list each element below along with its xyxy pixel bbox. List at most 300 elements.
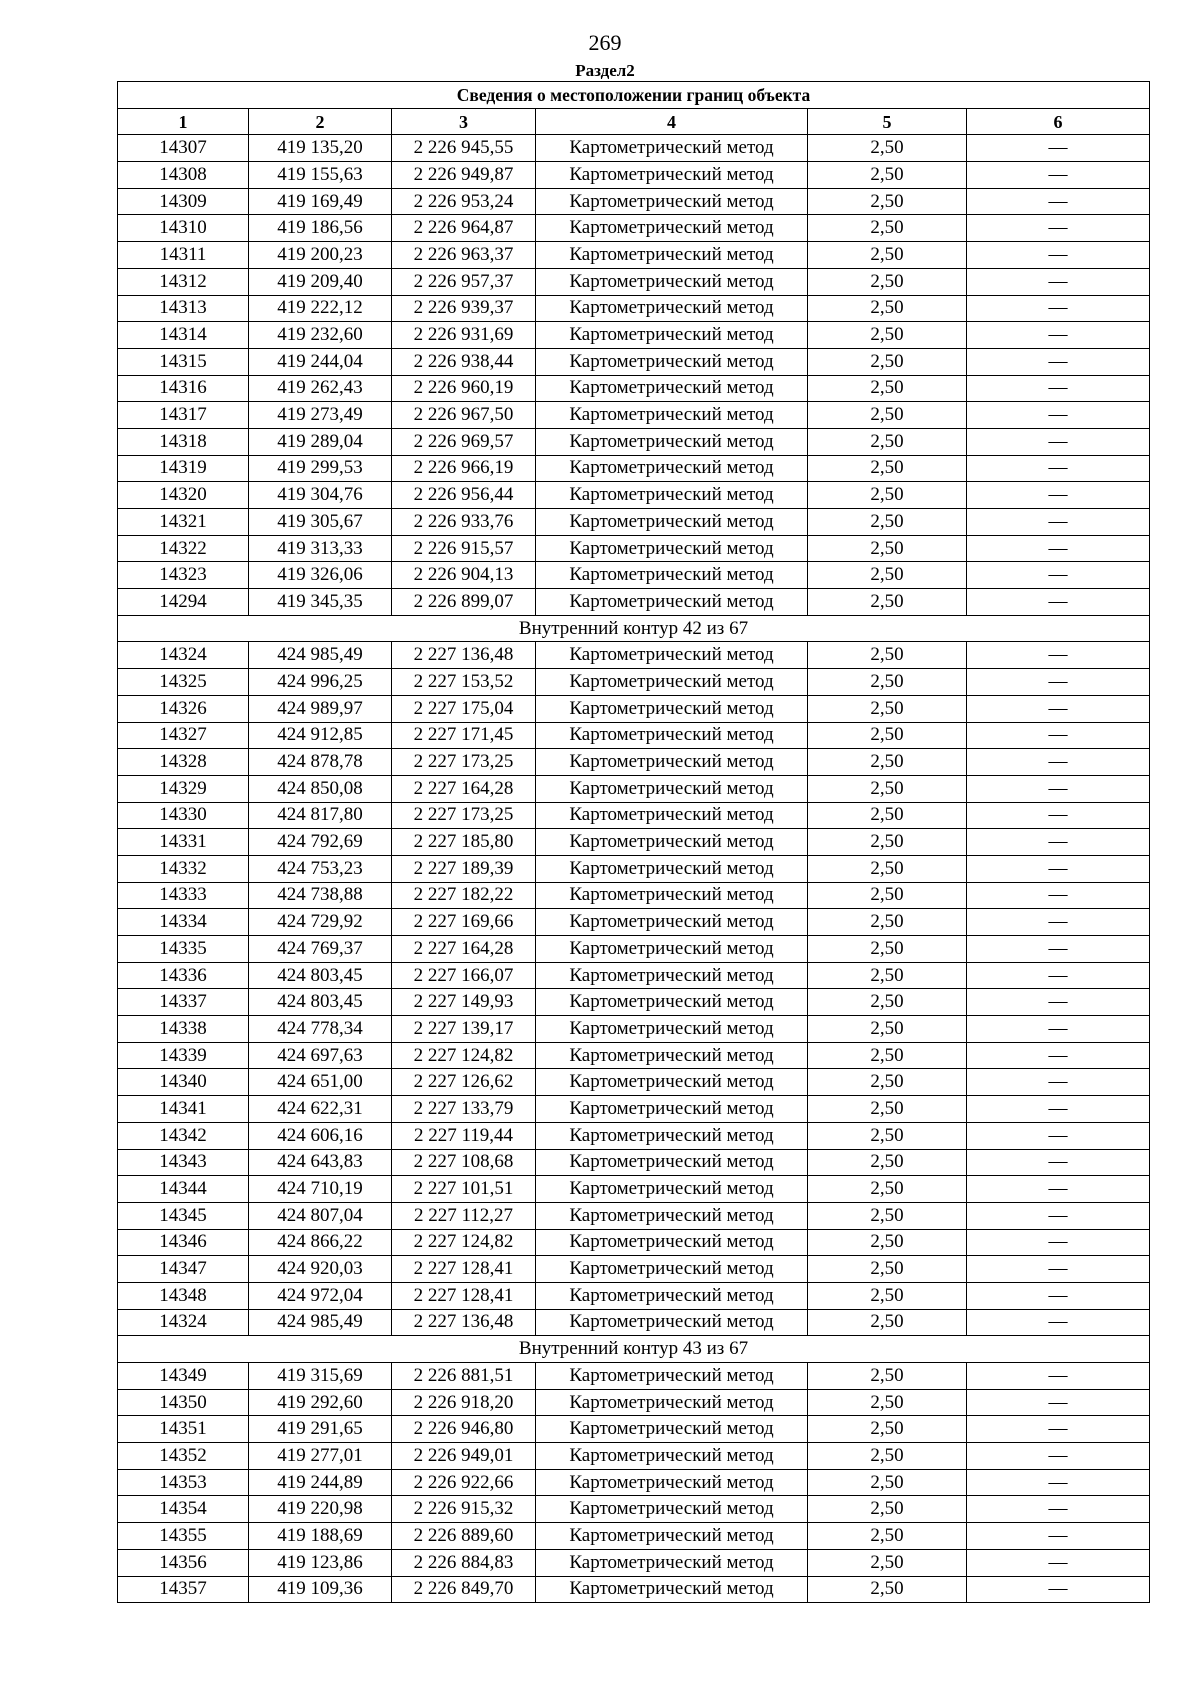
coordinate-x-cell: 419 273,49 (249, 402, 392, 429)
description-cell: — (967, 1042, 1150, 1069)
coordinate-x-cell: 424 807,04 (249, 1202, 392, 1229)
coordinate-y-cell: 2 227 169,66 (392, 909, 536, 936)
method-cell: Картометрический метод (536, 1389, 808, 1416)
coordinate-y-cell: 2 227 139,17 (392, 1016, 536, 1043)
coordinate-x-cell: 424 753,23 (249, 855, 392, 882)
coordinate-y-cell: 2 227 124,82 (392, 1229, 536, 1256)
precision-cell: 2,50 (808, 722, 967, 749)
column-number-row (118, 108, 1150, 135)
coordinate-y-cell: 2 226 963,37 (392, 242, 536, 269)
point-number-cell: 14345 (118, 1202, 249, 1229)
point-number-cell: 14340 (118, 1069, 249, 1096)
method-cell: Картометрический метод (536, 589, 808, 616)
coordinate-x-cell: 424 710,19 (249, 1176, 392, 1203)
coordinate-y-cell: 2 227 171,45 (392, 722, 536, 749)
table-row (118, 1256, 1150, 1283)
point-number-cell: 14323 (118, 562, 249, 589)
description-cell: — (967, 1122, 1150, 1149)
table-row (118, 1202, 1150, 1229)
point-number-cell: 14335 (118, 936, 249, 963)
description-cell: — (967, 962, 1150, 989)
coordinate-x-cell: 424 817,80 (249, 802, 392, 829)
method-cell: Картометрический метод (536, 1443, 808, 1470)
description-cell: — (967, 1016, 1150, 1043)
coordinate-y-cell: 2 227 128,41 (392, 1282, 536, 1309)
description-cell: — (967, 589, 1150, 616)
precision-cell: 2,50 (808, 1096, 967, 1123)
description-cell: — (967, 509, 1150, 536)
description-cell: — (967, 1363, 1150, 1390)
table-row (118, 135, 1150, 162)
description-cell: — (967, 1256, 1150, 1283)
point-number-cell: 14353 (118, 1469, 249, 1496)
description-cell: — (967, 829, 1150, 856)
precision-cell: 2,50 (808, 669, 967, 696)
precision-cell: 2,50 (808, 135, 967, 162)
coordinate-x-cell: 419 200,23 (249, 242, 392, 269)
method-cell: Картометрический метод (536, 829, 808, 856)
precision-cell: 2,50 (808, 1549, 967, 1576)
precision-cell: 2,50 (808, 482, 967, 509)
point-number-cell: 14316 (118, 375, 249, 402)
description-cell: — (967, 695, 1150, 722)
coordinate-x-cell: 424 697,63 (249, 1042, 392, 1069)
coordinate-x-cell: 424 738,88 (249, 882, 392, 909)
coordinate-y-cell: 2 226 915,57 (392, 535, 536, 562)
method-cell: Картометрический метод (536, 1149, 808, 1176)
point-number-cell: 14311 (118, 242, 249, 269)
table-row (118, 1016, 1150, 1043)
point-number-cell: 14319 (118, 455, 249, 482)
coordinate-x-cell: 424 651,00 (249, 1069, 392, 1096)
table-row (118, 215, 1150, 242)
point-number-cell: 14321 (118, 509, 249, 536)
description-cell: — (967, 1523, 1150, 1550)
column-number: 1 (118, 108, 249, 135)
description-cell: — (967, 162, 1150, 189)
point-number-cell: 14317 (118, 402, 249, 429)
coordinate-y-cell: 2 226 945,55 (392, 135, 536, 162)
coordinate-x-cell: 424 729,92 (249, 909, 392, 936)
table-row (118, 1122, 1150, 1149)
column-number: 2 (249, 108, 392, 135)
method-cell: Картометрический метод (536, 722, 808, 749)
precision-cell: 2,50 (808, 1469, 967, 1496)
table-row (118, 1282, 1150, 1309)
table-row (118, 402, 1150, 429)
precision-cell: 2,50 (808, 562, 967, 589)
point-number-cell: 14337 (118, 989, 249, 1016)
precision-cell: 2,50 (808, 909, 967, 936)
precision-cell: 2,50 (808, 855, 967, 882)
precision-cell: 2,50 (808, 936, 967, 963)
point-number-cell: 14313 (118, 295, 249, 322)
coordinate-x-cell: 424 778,34 (249, 1016, 392, 1043)
coordinate-x-cell: 419 188,69 (249, 1523, 392, 1550)
method-cell: Картометрический метод (536, 1496, 808, 1523)
table-row (118, 722, 1150, 749)
table-row (118, 962, 1150, 989)
description-cell: — (967, 802, 1150, 829)
coordinate-x-cell: 419 305,67 (249, 509, 392, 536)
table-row (118, 482, 1150, 509)
point-number-cell: 14333 (118, 882, 249, 909)
point-number-cell: 14325 (118, 669, 249, 696)
precision-cell: 2,50 (808, 1576, 967, 1603)
point-number-cell: 14351 (118, 1416, 249, 1443)
coordinate-x-cell: 424 643,83 (249, 1149, 392, 1176)
coordinate-x-cell: 419 169,49 (249, 188, 392, 215)
coordinate-y-cell: 2 227 189,39 (392, 855, 536, 882)
table-row (118, 1096, 1150, 1123)
description-cell: — (967, 482, 1150, 509)
description-cell: — (967, 1176, 1150, 1203)
coordinate-x-cell: 419 289,04 (249, 428, 392, 455)
coordinate-y-cell: 2 227 136,48 (392, 642, 536, 669)
method-cell: Картометрический метод (536, 455, 808, 482)
description-cell: — (967, 375, 1150, 402)
method-cell: Картометрический метод (536, 1416, 808, 1443)
precision-cell: 2,50 (808, 428, 967, 455)
coordinate-x-cell: 419 304,76 (249, 482, 392, 509)
method-cell: Картометрический метод (536, 1016, 808, 1043)
description-cell: — (967, 348, 1150, 375)
precision-cell: 2,50 (808, 268, 967, 295)
coordinate-y-cell: 2 226 939,37 (392, 295, 536, 322)
precision-cell: 2,50 (808, 1282, 967, 1309)
precision-cell: 2,50 (808, 1042, 967, 1069)
coordinate-x-cell: 424 803,45 (249, 962, 392, 989)
coordinate-x-cell: 424 989,97 (249, 695, 392, 722)
table-row (118, 1042, 1150, 1069)
method-cell: Картометрический метод (536, 802, 808, 829)
coordinate-y-cell: 2 227 136,48 (392, 1309, 536, 1336)
description-cell: — (967, 295, 1150, 322)
precision-cell: 2,50 (808, 1523, 967, 1550)
table-row (118, 749, 1150, 776)
coordinate-y-cell: 2 226 949,01 (392, 1443, 536, 1470)
coordinate-y-cell: 2 227 153,52 (392, 669, 536, 696)
coordinate-x-cell: 424 985,49 (249, 642, 392, 669)
coordinate-x-cell: 419 326,06 (249, 562, 392, 589)
coordinate-x-cell: 424 850,08 (249, 775, 392, 802)
coordinate-y-cell: 2 226 967,50 (392, 402, 536, 429)
boundary-table (117, 81, 1150, 1603)
coordinate-y-cell: 2 226 949,87 (392, 162, 536, 189)
point-number-cell: 14330 (118, 802, 249, 829)
method-cell: Картометрический метод (536, 428, 808, 455)
method-cell: Картометрический метод (536, 855, 808, 882)
coordinate-y-cell: 2 227 166,07 (392, 962, 536, 989)
point-number-cell: 14309 (118, 188, 249, 215)
table-body (118, 135, 1150, 1603)
precision-cell: 2,50 (808, 962, 967, 989)
method-cell: Картометрический метод (536, 989, 808, 1016)
description-cell: — (967, 1149, 1150, 1176)
coordinate-y-cell: 2 226 953,24 (392, 188, 536, 215)
table-row (118, 348, 1150, 375)
method-cell: Картометрический метод (536, 162, 808, 189)
table-row (118, 695, 1150, 722)
precision-cell: 2,50 (808, 348, 967, 375)
coordinate-x-cell: 424 769,37 (249, 936, 392, 963)
description-cell: — (967, 855, 1150, 882)
method-cell: Картометрический метод (536, 1523, 808, 1550)
precision-cell: 2,50 (808, 242, 967, 269)
coordinate-x-cell: 419 244,04 (249, 348, 392, 375)
coordinate-y-cell: 2 226 933,76 (392, 509, 536, 536)
coordinate-x-cell: 419 292,60 (249, 1389, 392, 1416)
coordinate-x-cell: 419 299,53 (249, 455, 392, 482)
method-cell: Картометрический метод (536, 642, 808, 669)
method-cell: Картометрический метод (536, 775, 808, 802)
point-number-cell: 14332 (118, 855, 249, 882)
precision-cell: 2,50 (808, 642, 967, 669)
point-number-cell: 14339 (118, 1042, 249, 1069)
coordinate-x-cell: 424 996,25 (249, 669, 392, 696)
coordinate-x-cell: 419 155,63 (249, 162, 392, 189)
precision-cell: 2,50 (808, 1309, 967, 1336)
coordinate-y-cell: 2 226 969,57 (392, 428, 536, 455)
coordinate-x-cell: 419 135,20 (249, 135, 392, 162)
method-cell: Картометрический метод (536, 268, 808, 295)
description-cell: — (967, 535, 1150, 562)
precision-cell: 2,50 (808, 322, 967, 349)
precision-cell: 2,50 (808, 1149, 967, 1176)
precision-cell: 2,50 (808, 1443, 967, 1470)
coordinate-x-cell: 419 313,33 (249, 535, 392, 562)
method-cell: Картометрический метод (536, 1363, 808, 1390)
description-cell: — (967, 268, 1150, 295)
description-cell: — (967, 775, 1150, 802)
table-row (118, 295, 1150, 322)
section-title: Раздел2 (575, 61, 635, 80)
description-cell: — (967, 428, 1150, 455)
table-row (118, 1416, 1150, 1443)
coordinate-y-cell: 2 227 185,80 (392, 829, 536, 856)
contour-subheader-row (118, 1336, 1150, 1363)
precision-cell: 2,50 (808, 455, 967, 482)
precision-cell: 2,50 (808, 535, 967, 562)
precision-cell: 2,50 (808, 188, 967, 215)
precision-cell: 2,50 (808, 1389, 967, 1416)
coordinate-x-cell: 424 972,04 (249, 1282, 392, 1309)
method-cell: Картометрический метод (536, 1469, 808, 1496)
point-number-cell: 14336 (118, 962, 249, 989)
coordinate-y-cell: 2 227 164,28 (392, 936, 536, 963)
point-number-cell: 14308 (118, 162, 249, 189)
precision-cell: 2,50 (808, 1416, 967, 1443)
coordinate-y-cell: 2 227 133,79 (392, 1096, 536, 1123)
description-cell: — (967, 215, 1150, 242)
point-number-cell: 14347 (118, 1256, 249, 1283)
description-cell: — (967, 989, 1150, 1016)
table-row (118, 1443, 1150, 1470)
coordinate-y-cell: 2 227 173,25 (392, 802, 536, 829)
coordinate-y-cell: 2 226 960,19 (392, 375, 536, 402)
column-number: 5 (808, 108, 967, 135)
method-cell: Картометрический метод (536, 1069, 808, 1096)
coordinate-x-cell: 424 606,16 (249, 1122, 392, 1149)
coordinate-y-cell: 2 227 119,44 (392, 1122, 536, 1149)
contour-subheader: Внутренний контур 42 из 67 (118, 615, 1150, 642)
table-row (118, 855, 1150, 882)
coordinate-x-cell: 419 315,69 (249, 1363, 392, 1390)
point-number-cell: 14318 (118, 428, 249, 455)
table-row (118, 535, 1150, 562)
coordinate-y-cell: 2 227 149,93 (392, 989, 536, 1016)
point-number-cell: 14357 (118, 1576, 249, 1603)
precision-cell: 2,50 (808, 989, 967, 1016)
method-cell: Картометрический метод (536, 295, 808, 322)
precision-cell: 2,50 (808, 1069, 967, 1096)
point-number-cell: 14327 (118, 722, 249, 749)
method-cell: Картометрический метод (536, 375, 808, 402)
table-row (118, 162, 1150, 189)
coordinate-y-cell: 2 226 904,13 (392, 562, 536, 589)
precision-cell: 2,50 (808, 802, 967, 829)
method-cell: Картометрический метод (536, 1096, 808, 1123)
table-row (118, 1389, 1150, 1416)
coordinate-x-cell: 424 878,78 (249, 749, 392, 776)
point-number-cell: 14307 (118, 135, 249, 162)
method-cell: Картометрический метод (536, 322, 808, 349)
coordinate-y-cell: 2 227 124,82 (392, 1042, 536, 1069)
point-number-cell: 14343 (118, 1149, 249, 1176)
precision-cell: 2,50 (808, 829, 967, 856)
description-cell: — (967, 1309, 1150, 1336)
table-row (118, 829, 1150, 856)
precision-cell: 2,50 (808, 1202, 967, 1229)
description-cell: — (967, 1549, 1150, 1576)
precision-cell: 2,50 (808, 375, 967, 402)
precision-cell: 2,50 (808, 509, 967, 536)
column-number: 6 (967, 108, 1150, 135)
precision-cell: 2,50 (808, 775, 967, 802)
method-cell: Картометрический метод (536, 242, 808, 269)
description-cell: — (967, 1416, 1150, 1443)
coordinate-y-cell: 2 227 126,62 (392, 1069, 536, 1096)
precision-cell: 2,50 (808, 882, 967, 909)
coordinate-y-cell: 2 226 889,60 (392, 1523, 536, 1550)
coordinate-y-cell: 2 226 964,87 (392, 215, 536, 242)
table-row (118, 1309, 1150, 1336)
point-number-cell: 14331 (118, 829, 249, 856)
point-number-cell: 14356 (118, 1549, 249, 1576)
method-cell: Картометрический метод (536, 1229, 808, 1256)
method-cell: Картометрический метод (536, 1282, 808, 1309)
description-cell: — (967, 1443, 1150, 1470)
method-cell: Картометрический метод (536, 1042, 808, 1069)
table-row (118, 1069, 1150, 1096)
method-cell: Картометрический метод (536, 695, 808, 722)
table-row (118, 428, 1150, 455)
coordinate-x-cell: 419 109,36 (249, 1576, 392, 1603)
coordinate-x-cell: 419 220,98 (249, 1496, 392, 1523)
table-row (118, 322, 1150, 349)
point-number-cell: 14341 (118, 1096, 249, 1123)
coordinate-y-cell: 2 227 112,27 (392, 1202, 536, 1229)
coordinate-y-cell: 2 227 128,41 (392, 1256, 536, 1283)
contour-subheader: Внутренний контур 43 из 67 (118, 1336, 1150, 1363)
coordinate-y-cell: 2 226 915,32 (392, 1496, 536, 1523)
coordinate-x-cell: 424 792,69 (249, 829, 392, 856)
description-cell: — (967, 188, 1150, 215)
description-cell: — (967, 1069, 1150, 1096)
method-cell: Картометрический метод (536, 1549, 808, 1576)
precision-cell: 2,50 (808, 1229, 967, 1256)
precision-cell: 2,50 (808, 695, 967, 722)
description-cell: — (967, 322, 1150, 349)
table-row (118, 455, 1150, 482)
table-row (118, 268, 1150, 295)
precision-cell: 2,50 (808, 1256, 967, 1283)
description-cell: — (967, 402, 1150, 429)
coordinate-y-cell: 2 227 173,25 (392, 749, 536, 776)
description-cell: — (967, 135, 1150, 162)
coordinate-x-cell: 424 985,49 (249, 1309, 392, 1336)
description-cell: — (967, 936, 1150, 963)
coordinate-y-cell: 2 226 918,20 (392, 1389, 536, 1416)
description-cell: — (967, 242, 1150, 269)
description-cell: — (967, 562, 1150, 589)
point-number-cell: 14350 (118, 1389, 249, 1416)
precision-cell: 2,50 (808, 1122, 967, 1149)
method-cell: Картометрический метод (536, 509, 808, 536)
method-cell: Картометрический метод (536, 909, 808, 936)
table-caption: Сведения о местоположении границ объекта (118, 82, 1150, 109)
point-number-cell: 14324 (118, 1309, 249, 1336)
table-row (118, 669, 1150, 696)
table-row (118, 1149, 1150, 1176)
coordinate-x-cell: 424 912,85 (249, 722, 392, 749)
point-number-cell: 14312 (118, 268, 249, 295)
precision-cell: 2,50 (808, 1176, 967, 1203)
coordinate-x-cell: 419 262,43 (249, 375, 392, 402)
coordinate-x-cell: 419 277,01 (249, 1443, 392, 1470)
column-number: 4 (536, 108, 808, 135)
method-cell: Картометрический метод (536, 1122, 808, 1149)
coordinate-x-cell: 424 866,22 (249, 1229, 392, 1256)
method-cell: Картометрический метод (536, 936, 808, 963)
point-number-cell: 14338 (118, 1016, 249, 1043)
method-cell: Картометрический метод (536, 1176, 808, 1203)
point-number-cell: 14348 (118, 1282, 249, 1309)
table-row (118, 589, 1150, 616)
table-row (118, 509, 1150, 536)
point-number-cell: 14352 (118, 1443, 249, 1470)
table-row (118, 1576, 1150, 1603)
coordinate-y-cell: 2 227 101,51 (392, 1176, 536, 1203)
description-cell: — (967, 1202, 1150, 1229)
point-number-cell: 14342 (118, 1122, 249, 1149)
coordinate-x-cell: 419 123,86 (249, 1549, 392, 1576)
method-cell: Картометрический метод (536, 348, 808, 375)
table-row (118, 1229, 1150, 1256)
point-number-cell: 14329 (118, 775, 249, 802)
table-row (118, 242, 1150, 269)
description-cell: — (967, 1229, 1150, 1256)
coordinate-x-cell: 419 186,56 (249, 215, 392, 242)
point-number-cell: 14344 (118, 1176, 249, 1203)
method-cell: Картометрический метод (536, 749, 808, 776)
coordinate-x-cell: 419 345,35 (249, 589, 392, 616)
table-row (118, 775, 1150, 802)
coordinate-y-cell: 2 226 899,07 (392, 589, 536, 616)
table-row (118, 1496, 1150, 1523)
point-number-cell: 14314 (118, 322, 249, 349)
coordinate-x-cell: 424 920,03 (249, 1256, 392, 1283)
